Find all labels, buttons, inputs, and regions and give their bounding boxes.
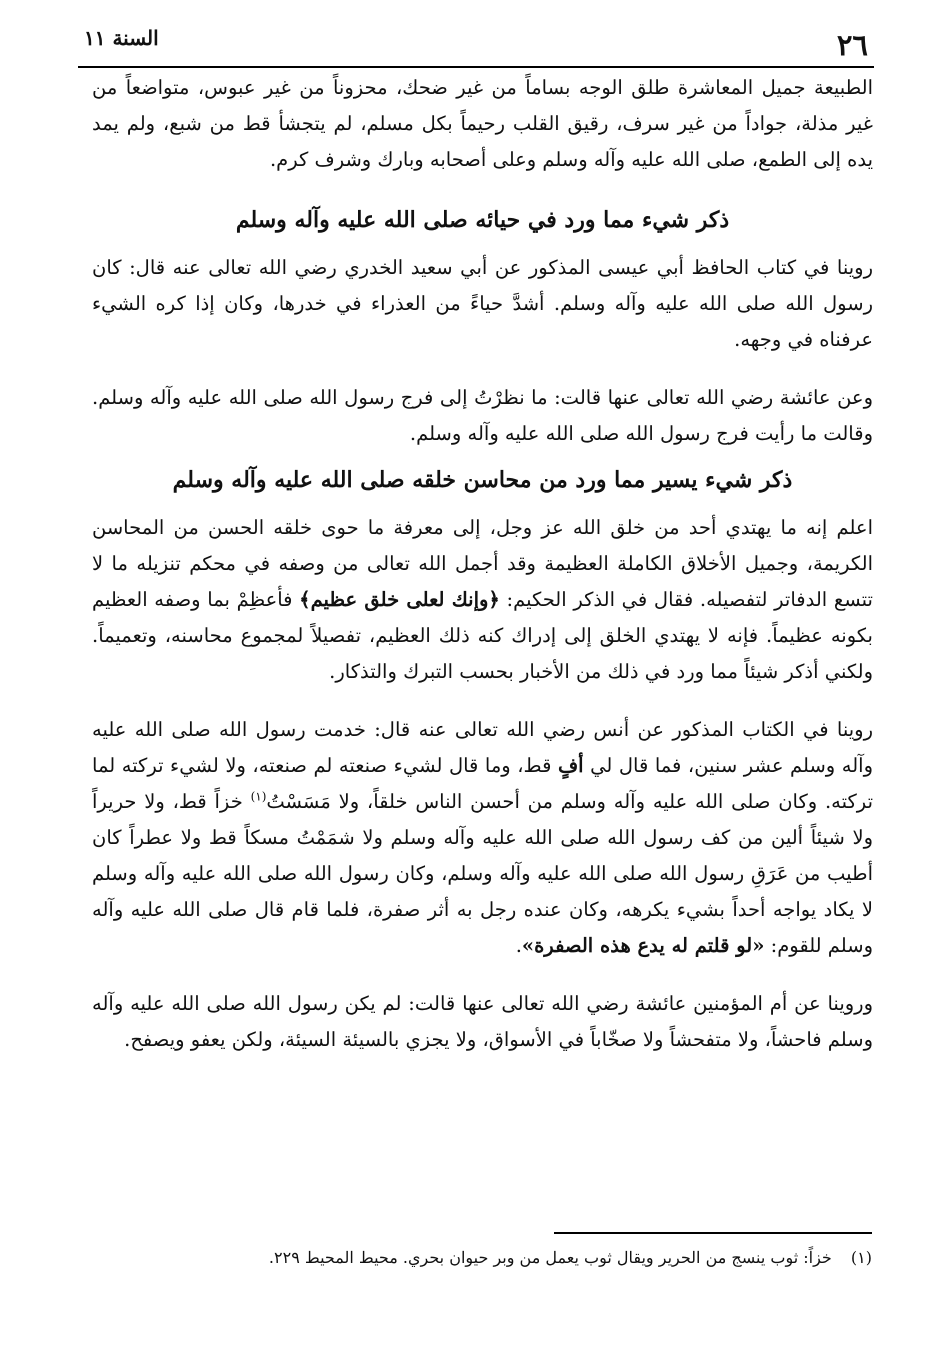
uff-word: أفٍ <box>557 754 584 777</box>
footnote-text: خزاً: ثوب ينسج من الحرير ويقال ثوب يعمل من وبر حيوان بحري. محيط المحيط ٢٢٩. <box>268 1248 832 1267</box>
paragraph-5-text-b: قط، وما قال لشيء صنعته لم صنعته، ولا لشيء تركته لما تركته. وكان صلى الله عليه وآله وسلم من أحسن الناس خلقاً، ولا مَسَسْتُ <box>92 754 873 813</box>
section-heading-character: ذكر شيء يسير مما ورد من محاسن خلقه صلى الله عليه وآله وسلم <box>172 467 793 493</box>
paragraph-6: وروينا عن أم المؤمنين عائشة رضي الله تعالى عنها قالت: لم يكن رسول الله صلى الله عليه وآله وسلم فاحشاً، ولا متفحشاً ولا صخّاباً في الأسواق، ولا يجزي بالسيئة السيئة، ولكن يعفو ويصفح. <box>92 992 873 1051</box>
paragraph-4 <box>92 510 873 690</box>
quran-quote: ﴿وإنك لعلى خلق عظيم﴾ <box>299 588 500 611</box>
footnote-rule <box>554 1232 872 1234</box>
header-rule <box>78 66 874 68</box>
page-number: ٢٦ <box>836 28 868 62</box>
footnote-number: (١) <box>850 1248 872 1267</box>
paragraph-5-text-c: خزاً قط، ولا حريراً ولا شيئاً ألين من كف رسول الله صلى الله عليه وآله وسلم ولا شمَمْتُ مسكاً قط ولا عطراً كان أطيب من عَرَقِ رسول الله صلى الله عليه وآله وسلم، وكان رسول الله صلى الله عليه وآله وسلم لا يكاد يواجه أحداً بشيء يكرهه، وكان عنده رجل به أثر صفرة، فلما قام قال صلى الله عليه وآله وسلم للقوم: <box>92 790 873 957</box>
footnote <box>82 1244 872 1272</box>
running-title: السنة ١١ <box>84 26 159 50</box>
paragraph-1: الطبيعة جميل المعاشرة طلق الوجه بساماً من غير ضحك، محزوناً من غير عبوس، متواضعاً من غير مذلة، جواداً من غير سرف، رقيق القلب رحيماً بكل مسلم، لم يتجشأ قط من شبع، ولم يمد يده إلى الطمع، صلى الله عليه وآله وسلم وعلى أصحابه وبارك وشرف كرم. <box>92 76 873 171</box>
paragraph-3: وعن عائشة رضي الله تعالى عنها قالت: ما نظرْتُ إلى فرج رسول الله صلى الله عليه وآله وسلم. وقالت ما رأيت فرج رسول الله صلى الله عليه وآله وسلم. <box>92 386 873 445</box>
paragraph-4-text-b: فأعظِمْ بما وصفه العظيم بكونه عظيماً. فإنه لا يهتدي الخلق إلى إدراك كنه ذلك العظيم، تفصيلاً لمجموع محاسنه، وتعميماً. ولكني أذكر شيئاً مما ورد في ذلك من الأخبار بحسب التبرك والتذكار. <box>92 588 873 683</box>
paragraph-5 <box>92 712 873 964</box>
hadith-quote: «لو قلتم له يدع هذه الصفرة» <box>521 934 765 957</box>
paragraph-5-text-a: روينا في الكتاب المذكور عن أنس رضي الله تعالى عنه قال: خدمت رسول الله صلى الله عليه وآله وسلم عشر سنين، فما قال لي <box>92 718 873 777</box>
paragraph-2: روينا في كتاب الحافظ أبي عيسى المذكور عن أبي سعيد الخدري رضي الله تعالى عنه قال: كان رسول الله صلى الله عليه وآله وسلم. أشدَّ حياءً من العذراء في خدرها، وكان إذا كره الشيء عرفناه في وجهه. <box>92 256 873 351</box>
paragraph-4-text-a: اعلم إنه ما يهتدي أحد من خلق الله عز وجل، إلى معرفة ما حوى خلقه الحسن من المحاسن الكريمة، وجميل الأخلاق الكاملة العظيمة وقد أجمل الله تعالى من وصفه في محكم تنزيله ما لا تتسع الدفاتر لتفصيله. فقال في الذكر الحكيم: <box>92 516 873 611</box>
footnote-marker[interactable]: (١) <box>250 789 267 804</box>
paragraph-5-text-d: . <box>515 934 522 957</box>
section-heading-modesty: ذكر شيء مما ورد في حيائه صلى الله عليه وآله وسلم <box>235 207 730 233</box>
page-body <box>92 70 873 1080</box>
page-header <box>78 24 874 68</box>
